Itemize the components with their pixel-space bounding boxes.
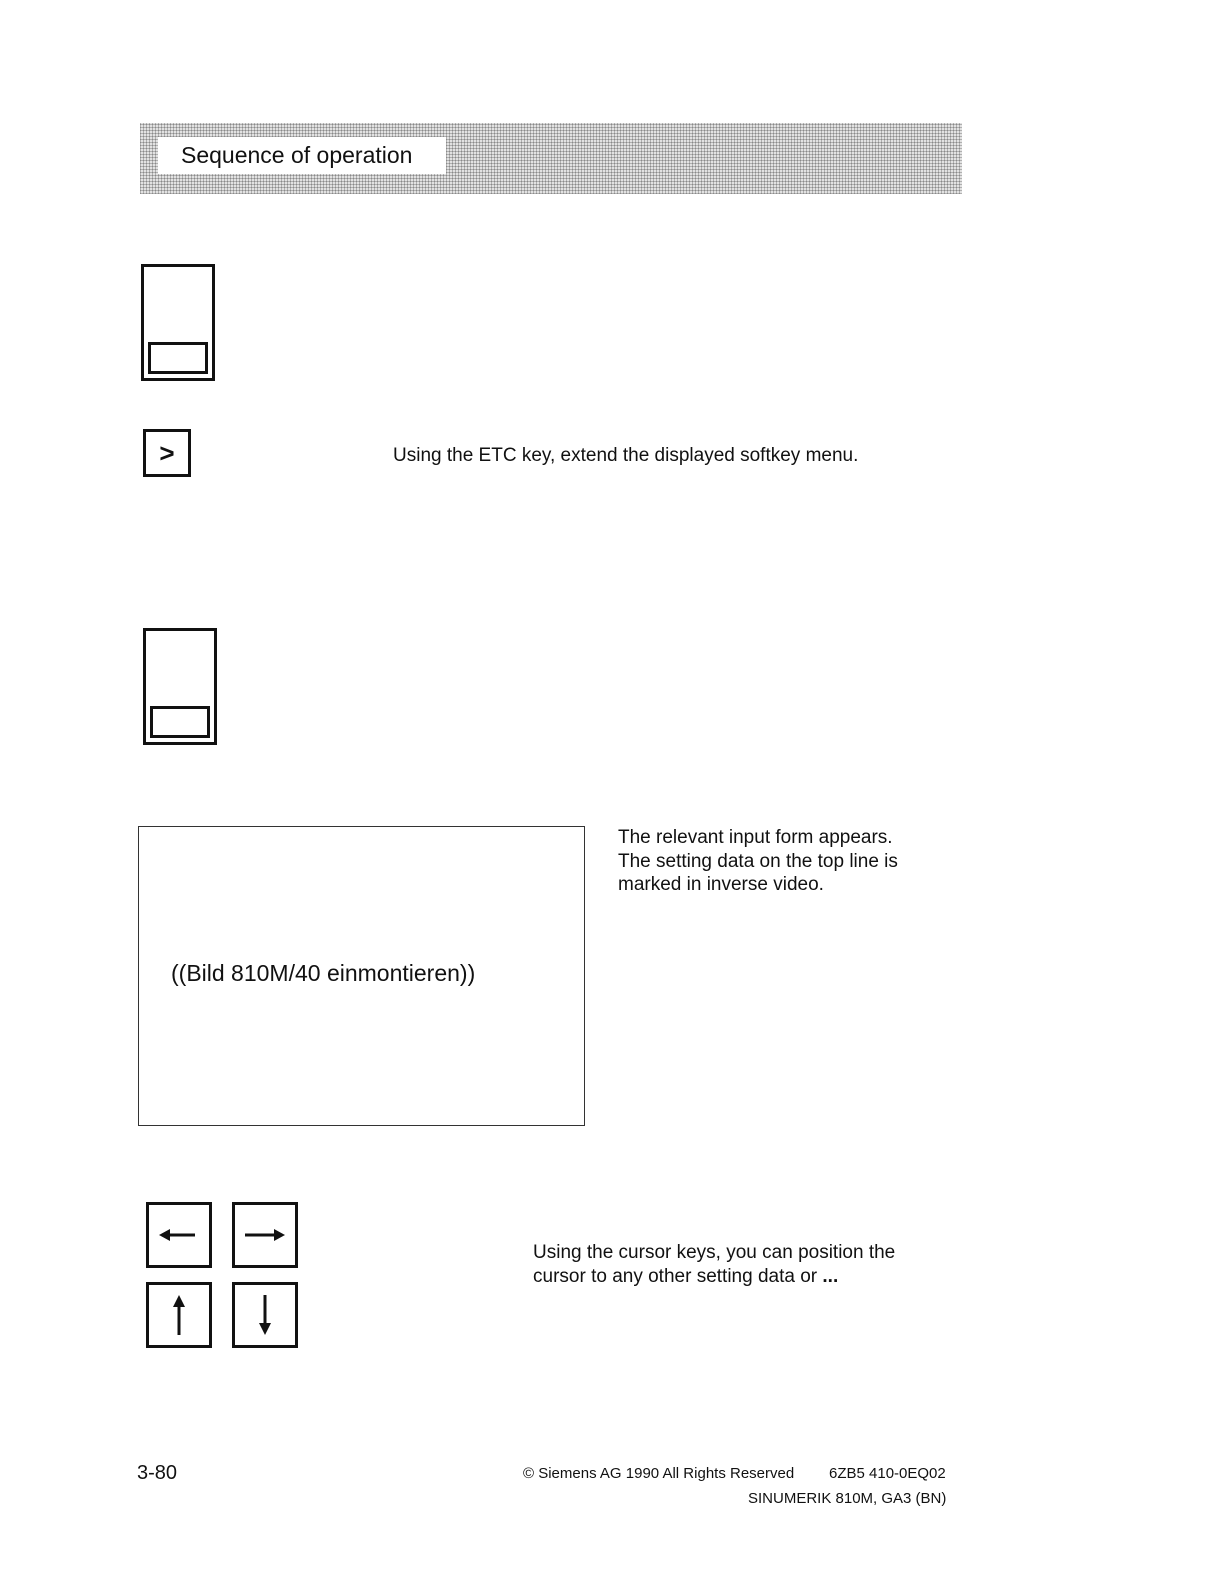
product-name: SINUMERIK 810M, GA3 (BN) — [748, 1490, 947, 1507]
cursor-line-text: cursor to any other setting data or — [533, 1265, 818, 1287]
page-number: 3-80 — [137, 1462, 178, 1484]
cursor-line: Using the cursor keys, you can position the — [533, 1242, 896, 1263]
softkey-inner-button — [148, 342, 208, 374]
etc-instruction: Using the ETC key, extend the displayed softkey menu. — [393, 445, 859, 466]
section-title: Sequence of operation — [181, 142, 413, 168]
screen-placeholder-note: ((Bild 810M/40 einmontieren)) — [171, 960, 476, 986]
softkey-icon — [143, 628, 217, 745]
arrow-right-icon — [232, 1202, 298, 1268]
input-form-line: marked in inverse video. — [618, 874, 824, 895]
arrow-left-icon — [146, 1202, 212, 1268]
order-number: 6ZB5 410-0EQ02 — [829, 1465, 946, 1482]
softkey-inner-button — [150, 706, 210, 738]
input-form-description — [618, 826, 898, 897]
arrow-down-icon — [232, 1282, 298, 1348]
input-form-line: The relevant input form appears. — [618, 827, 893, 848]
copyright-notice: © Siemens AG 1990 All Rights Reserved — [523, 1465, 795, 1482]
cursor-ellipsis: ... — [822, 1265, 839, 1287]
etc-key-icon: > — [143, 429, 191, 477]
arrow-up-icon — [146, 1282, 212, 1348]
softkey-icon — [141, 264, 215, 381]
cursor-description — [533, 1241, 895, 1288]
cursor-line-2 — [533, 1265, 895, 1289]
input-form-line: The setting data on the top line is — [618, 850, 898, 872]
